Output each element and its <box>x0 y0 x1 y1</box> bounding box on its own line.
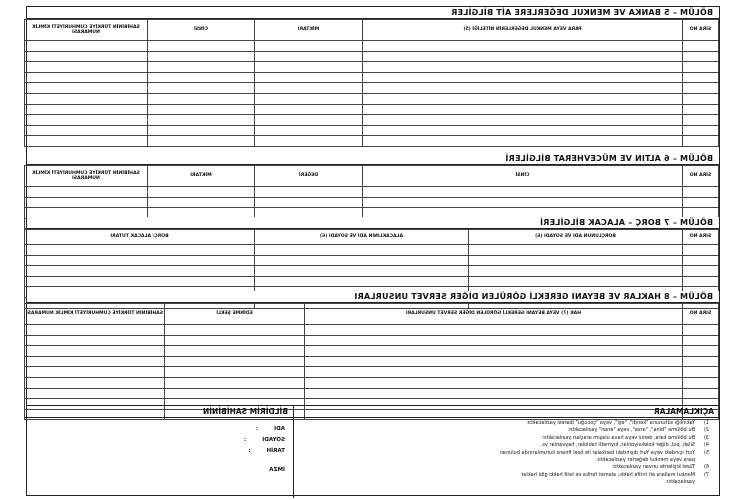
table-row <box>25 104 719 115</box>
table-cell[interactable] <box>469 276 683 287</box>
table-cell[interactable] <box>683 197 719 208</box>
table-cell[interactable] <box>305 356 683 367</box>
table-row <box>25 93 719 104</box>
table-row <box>25 346 719 357</box>
table-cell[interactable] <box>25 266 255 277</box>
table-cell[interactable] <box>25 62 148 73</box>
table-cell[interactable] <box>305 346 683 357</box>
table-cell[interactable] <box>148 136 255 147</box>
table-cell[interactable] <box>255 255 469 266</box>
table-row <box>25 62 719 73</box>
table-cell[interactable] <box>255 276 469 287</box>
table-cell[interactable] <box>255 197 363 208</box>
table-row <box>25 266 719 277</box>
col-sira-no: SIRA NO <box>683 230 719 245</box>
table-cell[interactable] <box>148 72 255 83</box>
col-sira-no: SIRA NO <box>683 166 719 187</box>
table-cell[interactable] <box>683 62 719 73</box>
table-cell[interactable] <box>148 125 255 136</box>
col-nitelik: PARA VEYA MENKUL DEĞERLERİN NİTELİĞİ (5) <box>363 20 683 41</box>
table-cell[interactable] <box>363 41 683 52</box>
col-tc-kimlik: SAHİBİNİN TÜRKİYE CUMHURİYETİ KİMLİK NUMARASI <box>25 20 148 41</box>
explanations-title: AÇIKLAMALAR <box>294 406 719 418</box>
declarant-surname-field[interactable]: SOYADI: <box>244 437 285 443</box>
declarant-date-field[interactable]: TARİH: <box>248 448 285 454</box>
table-cell[interactable] <box>25 197 148 208</box>
table-cell[interactable] <box>255 245 469 256</box>
table-cell[interactable] <box>25 41 148 52</box>
table-cell[interactable] <box>305 367 683 378</box>
col-miktari: MİKTARI <box>148 166 255 187</box>
explanation-number: 2) <box>703 427 709 434</box>
section-8-rights-assets <box>27 291 719 420</box>
explanation-item <box>294 472 709 479</box>
explanation-number: 1) <box>703 420 709 426</box>
table-cell[interactable] <box>363 104 683 115</box>
table-cell[interactable] <box>255 41 363 52</box>
table-cell[interactable] <box>25 335 165 346</box>
table-cell[interactable] <box>165 346 305 357</box>
col-edinme-sekli: EDİNME ŞEKLİ <box>165 304 305 325</box>
table-row <box>25 367 719 378</box>
table-cell[interactable] <box>25 125 148 136</box>
col-miktari: MİKTARI <box>255 20 363 41</box>
explanation-item <box>294 420 709 427</box>
table-cell[interactable] <box>683 125 719 136</box>
table-cell[interactable] <box>148 115 255 126</box>
explanation-text: Bu bölüme kara, deniz veya hava ulaşım araçları yazılacaktır. <box>541 434 695 441</box>
table-cell[interactable] <box>469 266 683 277</box>
col-degeri: DEĞERİ <box>255 166 363 187</box>
table-cell[interactable] <box>255 51 363 62</box>
field-label: SOYADI <box>262 437 285 443</box>
table-row <box>25 187 719 198</box>
table-cell[interactable] <box>25 377 165 388</box>
table-cell[interactable] <box>148 104 255 115</box>
declaration-form <box>26 6 720 496</box>
table-row <box>25 83 719 94</box>
table-cell[interactable] <box>25 276 255 287</box>
table-row <box>25 255 719 266</box>
table-cell[interactable] <box>683 51 719 62</box>
table-cell[interactable] <box>683 83 719 94</box>
explanations-box <box>293 406 719 498</box>
table-row <box>25 125 719 136</box>
col-tc-kimlik: SAHİBİNİN TÜRKİYE CUMHURİYETİ KİMLİK NUMARASI <box>25 304 165 325</box>
table-cell[interactable] <box>25 51 148 62</box>
table-cell[interactable] <box>363 93 683 104</box>
col-hak: HAK (7) VEYA BEYANI GEREKLİ GÖRÜLEN DİĞER SERVET UNSURLARI <box>305 304 683 325</box>
table-cell[interactable] <box>683 187 719 198</box>
table-cell[interactable] <box>25 388 165 399</box>
section-8-title: BÖLÜM – 8 HAKLAR VE BEYANI GEREKLİ GÖRÜLEN DİĞER SERVET UNSURLARI <box>27 291 719 303</box>
table-row <box>25 115 719 126</box>
explanation-text: Bu bölüme "bina", "arsa", veya "arazi" yazılacaktır. <box>567 427 695 434</box>
table-cell[interactable] <box>25 115 148 126</box>
explanation-number: 4) <box>703 442 709 449</box>
table-cell[interactable] <box>255 72 363 83</box>
declarant-title: BİLDİRİM SAHİBİNİN <box>25 406 293 418</box>
table-row <box>25 377 719 388</box>
col-sira-no: SIRA NO <box>683 20 719 41</box>
table-row <box>25 276 719 287</box>
table-cell[interactable] <box>683 377 719 388</box>
table-cell[interactable] <box>683 356 719 367</box>
table-cell[interactable] <box>683 115 719 126</box>
table-cell[interactable] <box>255 104 363 115</box>
table-cell[interactable] <box>305 325 683 336</box>
table-cell[interactable] <box>165 388 305 399</box>
table-cell[interactable] <box>25 104 148 115</box>
table-row <box>25 72 719 83</box>
explanation-item <box>294 464 709 471</box>
table-row <box>25 136 719 147</box>
table-cell[interactable] <box>148 187 255 198</box>
table-cell[interactable] <box>25 83 148 94</box>
explanation-item <box>294 427 709 434</box>
explanation-item <box>294 435 709 442</box>
table-cell[interactable] <box>363 187 683 198</box>
table-cell[interactable] <box>363 72 683 83</box>
table-cell[interactable] <box>683 41 719 52</box>
explanation-item <box>294 457 709 464</box>
section-5-rows <box>25 41 719 147</box>
table-row <box>25 41 719 52</box>
section-8-table <box>24 303 719 420</box>
table-cell[interactable] <box>255 125 363 136</box>
col-cinsi: CİNSİ <box>148 20 255 41</box>
table-cell[interactable] <box>165 367 305 378</box>
table-cell[interactable] <box>683 367 719 378</box>
table-cell[interactable] <box>25 136 148 147</box>
section-5-title: BÖLÜM – 5 BANKA VE MENKUL DEĞERLERE AİT BİLGİLER <box>27 7 719 19</box>
explanation-text: yazılacaktır. <box>665 479 695 486</box>
declarant-signature-field[interactable] <box>25 465 293 476</box>
table-cell[interactable] <box>148 51 255 62</box>
table-cell[interactable] <box>25 367 165 378</box>
table-cell[interactable] <box>165 325 305 336</box>
bottom-area <box>27 405 719 498</box>
table-cell[interactable] <box>255 266 469 277</box>
explanation-text: Menkul mallara ait intifa hakkı, alamet farika ve telif hakkı gibi haklar <box>521 471 695 478</box>
table-cell[interactable] <box>363 62 683 73</box>
table-cell[interactable] <box>148 62 255 73</box>
col-alacakli: ALACAKLININ ADI VE SOYADI (6) <box>255 230 469 245</box>
table-cell[interactable] <box>683 104 719 115</box>
table-cell[interactable] <box>25 187 148 198</box>
table-cell[interactable] <box>363 83 683 94</box>
declarant-box <box>25 406 293 498</box>
table-cell[interactable] <box>255 83 363 94</box>
explanation-number: 7) <box>703 471 709 478</box>
table-cell[interactable] <box>683 72 719 83</box>
table-cell[interactable] <box>363 115 683 126</box>
col-sira-no: SIRA NO <box>683 304 719 325</box>
table-cell[interactable] <box>683 335 719 346</box>
table-cell[interactable] <box>148 93 255 104</box>
table-cell[interactable] <box>255 187 363 198</box>
explanation-text: para veya menkul değerler yazılacaktır. <box>596 457 695 464</box>
table-cell[interactable] <box>255 115 363 126</box>
table-cell[interactable] <box>683 325 719 336</box>
explanation-text: Tüzel kişilerde unvan yazılacaktır. <box>611 464 695 471</box>
table-cell[interactable] <box>683 255 719 266</box>
section-6-title: BÖLÜM – 6 ALTIN VE MÜCEVHERAT BİLGİLERİ <box>27 153 719 165</box>
table-cell[interactable] <box>683 276 719 287</box>
explanations-list <box>294 420 719 487</box>
explanation-text: Yakınlığı sütununa "kendi", "eşi", veya "çocuğu" ibaresi yazılacaktır. <box>526 420 695 426</box>
explanation-item <box>294 442 709 449</box>
field-label: ADI <box>274 426 285 432</box>
table-row <box>25 335 719 346</box>
table-cell[interactable] <box>165 377 305 388</box>
table-cell[interactable] <box>25 356 165 367</box>
table-row <box>25 197 719 208</box>
section-5-bank-securities <box>27 7 719 147</box>
table-cell[interactable] <box>683 346 719 357</box>
table-cell[interactable] <box>683 266 719 277</box>
table-row <box>25 388 719 399</box>
table-cell[interactable] <box>25 255 255 266</box>
table-cell[interactable] <box>363 125 683 136</box>
col-tc-kimlik: SAHİBİNİN TÜRKİYE CUMHURİYETİ KİMLİK NUMARASI <box>25 166 148 187</box>
explanation-number: 6) <box>703 464 709 471</box>
table-cell[interactable] <box>25 325 165 336</box>
table-cell[interactable] <box>25 72 148 83</box>
table-cell[interactable] <box>469 245 683 256</box>
table-row <box>25 325 719 336</box>
table-cell[interactable] <box>683 388 719 399</box>
col-borclu: BORÇLUNUN ADI VE SOYADI (6) <box>469 230 683 245</box>
table-cell[interactable] <box>255 62 363 73</box>
explanation-number: 3) <box>703 434 709 441</box>
col-tutar: BORÇ/ ALACAK TUTARI <box>25 230 255 245</box>
field-label: İMZA <box>269 467 285 473</box>
table-cell[interactable] <box>25 93 148 104</box>
table-cell[interactable] <box>255 93 363 104</box>
table-row <box>25 356 719 367</box>
table-cell[interactable] <box>148 83 255 94</box>
declarant-name-field[interactable]: ADI: <box>255 426 285 432</box>
section-5-table <box>24 19 719 147</box>
table-cell[interactable] <box>305 335 683 346</box>
explanation-number: 5) <box>703 449 709 456</box>
table-cell[interactable] <box>469 255 683 266</box>
table-cell[interactable] <box>683 245 719 256</box>
field-label: TARİH <box>266 448 285 454</box>
explanation-text: Silah, pul, diğer koleksiyonlar, kıymetli tablolar, hayvanlar vs. <box>540 442 695 449</box>
table-cell[interactable] <box>305 388 683 399</box>
explanation-item <box>294 479 709 486</box>
table-cell[interactable] <box>683 136 719 147</box>
table-cell[interactable] <box>363 136 683 147</box>
explanation-item <box>294 450 709 457</box>
table-cell[interactable] <box>305 377 683 388</box>
table-cell[interactable] <box>148 41 255 52</box>
table-cell[interactable] <box>363 197 683 208</box>
table-cell[interactable] <box>25 346 165 357</box>
table-cell[interactable] <box>255 136 363 147</box>
table-cell[interactable] <box>683 93 719 104</box>
table-row <box>25 245 719 256</box>
section-7-title: BÖLÜM – 7 BORÇ – ALACAK BİLGİLERİ <box>27 217 719 229</box>
explanation-text: Yurt içindeki veya Yurt dışındaki bankalar ile özel finans kurumlarında bulunan <box>499 449 695 456</box>
table-cell[interactable] <box>165 356 305 367</box>
table-cell[interactable] <box>363 51 683 62</box>
table-cell[interactable] <box>148 197 255 208</box>
table-cell[interactable] <box>25 245 255 256</box>
col-cinsi: CİNSİ <box>363 166 683 187</box>
table-row <box>25 51 719 62</box>
table-cell[interactable] <box>165 335 305 346</box>
